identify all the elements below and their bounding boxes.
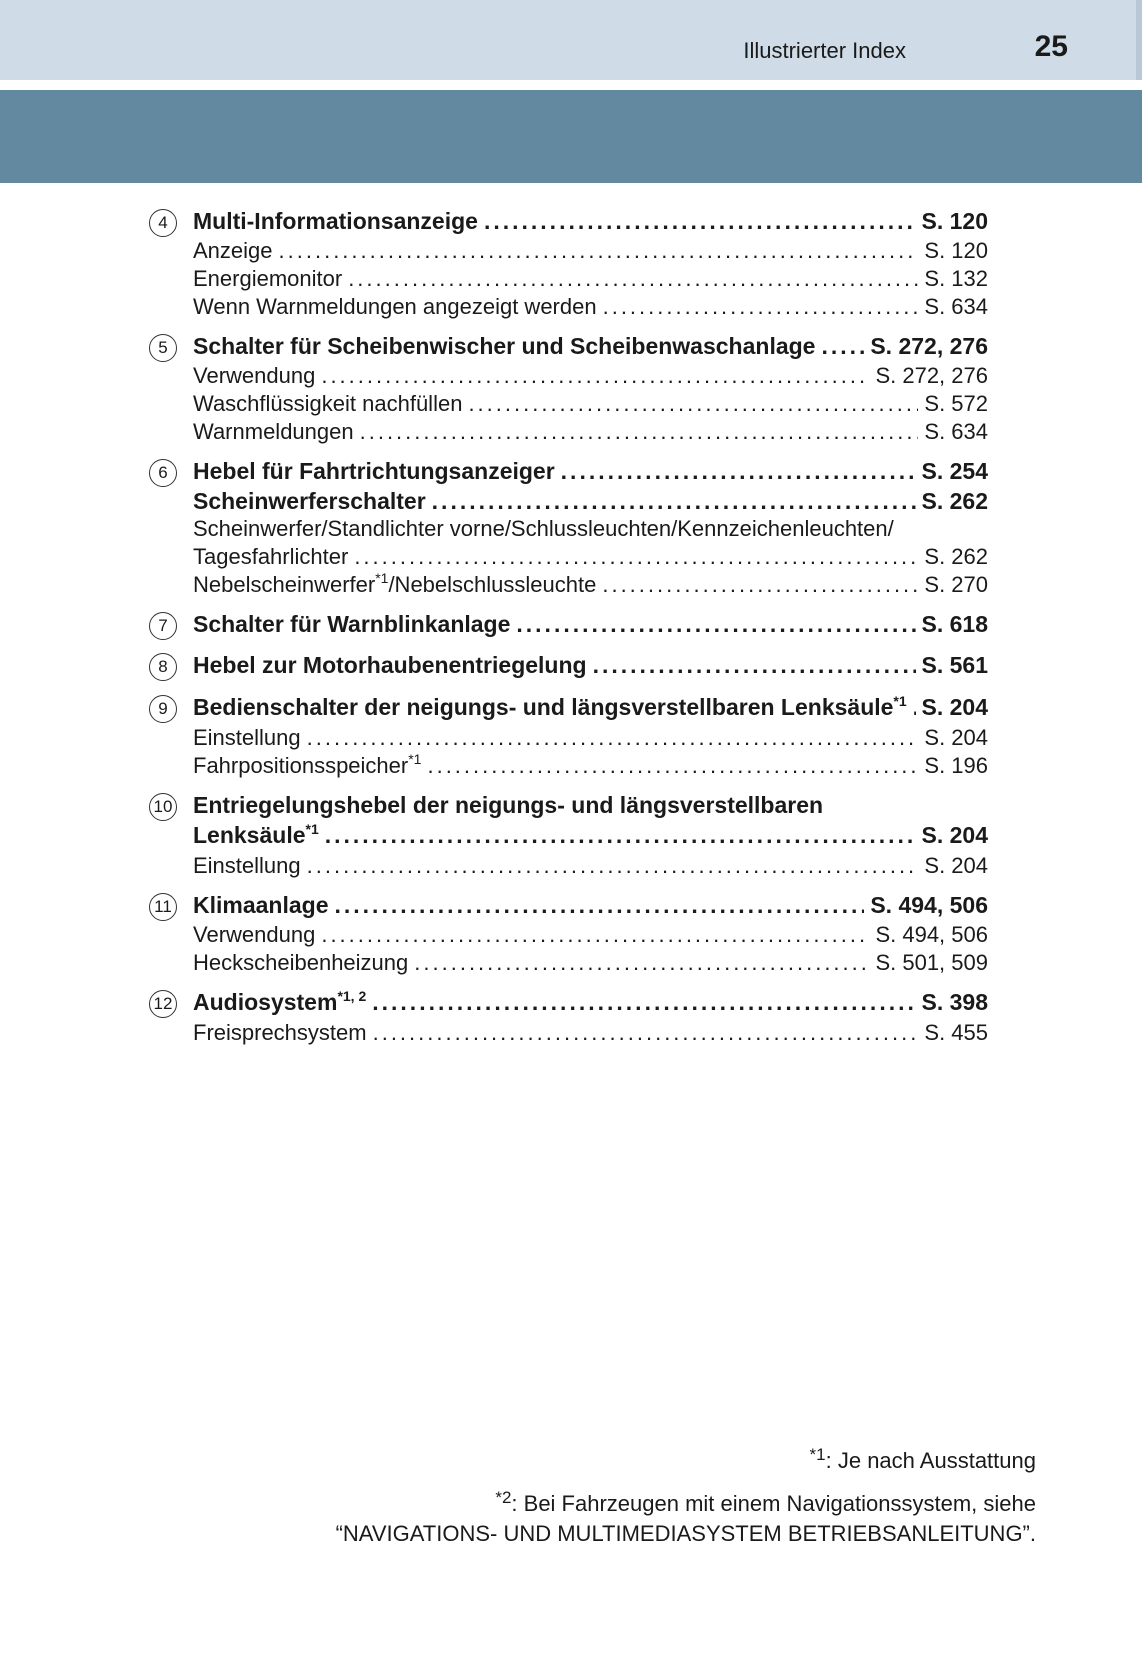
entry-label <box>193 752 421 780</box>
entry-label: Verwendung <box>193 922 316 947</box>
entry-label: Freisprechsystem <box>193 1020 367 1045</box>
entry-label <box>193 571 596 599</box>
leader-dots <box>335 891 865 919</box>
page-ref: S. 494, 506 <box>870 892 988 918</box>
page-ref: S. 572 <box>924 391 988 416</box>
footnote-ref: *1 <box>408 751 422 767</box>
entry-label: Einstellung <box>193 725 301 750</box>
entry-label-text: Lenksäule <box>193 822 306 848</box>
footnote-ref: *1, 2 <box>337 988 367 1004</box>
entry-label: Hebel für Fahrtrichtungsanzeiger <box>193 458 555 484</box>
leader-dots <box>348 265 918 293</box>
entry-label: Warnmeldungen <box>193 419 354 444</box>
index-entry[interactable] <box>193 693 988 721</box>
entry-label-line1: Scheinwerfer/Standlichter vorne/Schlussleuchten/Kennzeichenleuchten/ <box>193 516 894 541</box>
footnote-ref: *1 <box>375 570 389 586</box>
callout-number: 9 <box>149 695 177 723</box>
page-ref: S. 634 <box>924 294 988 319</box>
leader-dots <box>593 651 916 679</box>
page-ref: S. 494, 506 <box>875 922 988 947</box>
footnote-mark: *1 <box>809 1445 826 1464</box>
callout-number: 4 <box>149 209 177 237</box>
entry-label: Scheinwerferschalter <box>193 488 426 514</box>
entry-label-text: Nebelscheinwerfer <box>193 572 376 597</box>
callout-number: 11 <box>149 893 177 921</box>
leader-dots <box>427 752 918 780</box>
index-subentry-line <box>193 515 988 543</box>
leader-dots <box>603 293 919 321</box>
page-ref: S. 204 <box>921 694 988 720</box>
header-top-bar <box>0 0 1142 80</box>
index-subentry[interactable] <box>193 543 988 571</box>
leader-dots <box>468 390 918 418</box>
index-entry[interactable] <box>193 207 988 235</box>
index-entry[interactable] <box>193 651 988 679</box>
leader-dots <box>372 988 915 1016</box>
index-entry-line <box>193 791 988 819</box>
header-band <box>0 90 1142 183</box>
page-ref: S. 132 <box>924 266 988 291</box>
index-entry[interactable] <box>193 988 988 1016</box>
leader-dots <box>321 362 869 390</box>
entry-label: Verwendung <box>193 363 316 388</box>
footnote-text: “NAVIGATIONS- UND MULTIMEDIASYSTEM BETRIEBSANLEITUNG”. <box>335 1521 1036 1546</box>
entry-label: Einstellung <box>193 853 301 878</box>
footnote-ref: *1 <box>305 821 319 837</box>
entry-label-line1: Entriegelungshebel der neigungs- und längsverstellbaren <box>193 792 824 818</box>
leader-dots <box>360 418 919 446</box>
leader-dots <box>516 610 915 638</box>
entry-label <box>193 693 907 721</box>
index-subentry[interactable] <box>193 390 988 418</box>
callout-number: 12 <box>149 990 177 1018</box>
index-entry[interactable] <box>193 487 988 515</box>
callout-number: 7 <box>149 612 177 640</box>
page-ref: S. 272, 276 <box>875 363 988 388</box>
entry-label: Klimaanlage <box>193 892 329 918</box>
index-subentry[interactable] <box>193 265 988 293</box>
page-ref: S. 272, 276 <box>870 333 988 359</box>
footnote-text: : Bei Fahrzeugen mit einem Navigationssystem, siehe <box>511 1491 1036 1516</box>
page-ref: S. 204 <box>924 853 988 878</box>
entry-label: Energiemonitor <box>193 266 343 291</box>
index-subentry[interactable] <box>193 949 988 977</box>
page-ref: S. 196 <box>924 753 988 778</box>
leader-dots <box>325 821 916 849</box>
callout-number: 10 <box>149 793 177 821</box>
leader-dots <box>414 949 869 977</box>
footnote-2 <box>495 1488 1036 1517</box>
page-ref: S. 501, 509 <box>875 950 988 975</box>
entry-label: Waschflüssigkeit nachfüllen <box>193 391 463 416</box>
page-ref: S. 270 <box>924 572 988 597</box>
entry-label-suffix: /Nebelschlussleuchte <box>388 572 597 597</box>
footnote-mark: *2 <box>495 1488 512 1507</box>
entry-label: Anzeige <box>193 238 273 263</box>
index-subentry[interactable] <box>193 752 988 780</box>
leader-dots <box>561 457 916 485</box>
leader-dots <box>279 237 919 265</box>
footnote-2-line2 <box>336 1521 1036 1547</box>
entry-label: Wenn Warnmeldungen angezeigt werden <box>193 294 597 319</box>
footnote-text: : Je nach Ausstattung <box>825 1448 1036 1473</box>
leader-dots <box>321 921 869 949</box>
page-number: 25 <box>1034 30 1068 63</box>
callout-number: 6 <box>149 459 177 487</box>
entry-label: Schalter für Warnblinkanlage <box>193 611 511 637</box>
page-ref: S. 634 <box>924 419 988 444</box>
page-ref: S. 120 <box>921 208 988 234</box>
footnote-1 <box>809 1445 1036 1474</box>
leader-dots <box>432 487 916 515</box>
index-entry[interactable] <box>193 891 988 919</box>
entry-label: Heckscheibenheizung <box>193 950 409 975</box>
leader-dots <box>821 332 864 360</box>
entry-label: Hebel zur Motorhaubenentriegelung <box>193 652 587 678</box>
index-subentry[interactable] <box>193 724 988 752</box>
entry-label-text: Audiosystem <box>193 989 338 1015</box>
index-subentry[interactable] <box>193 293 988 321</box>
page-ref: S. 262 <box>921 488 988 514</box>
leader-dots <box>484 207 916 235</box>
index-entry[interactable] <box>193 610 988 638</box>
entry-label: Multi-Informationsanzeige <box>193 208 478 234</box>
index-subentry[interactable] <box>193 418 988 446</box>
leader-dots <box>913 693 916 721</box>
entry-label: Schalter für Scheibenwischer und Scheibenwaschanlage <box>193 333 816 359</box>
entry-label-text: Fahrpositionsspeicher <box>193 753 409 778</box>
leader-dots <box>602 571 918 599</box>
index-subentry[interactable] <box>193 237 988 265</box>
page-ref: S. 204 <box>921 822 988 848</box>
index-subentry[interactable] <box>193 362 988 390</box>
index-entry[interactable] <box>193 457 988 485</box>
page-ref: S. 204 <box>924 725 988 750</box>
index-subentry[interactable] <box>193 571 988 599</box>
callout-number: 8 <box>149 653 177 681</box>
page-ref: S. 254 <box>921 458 988 484</box>
page-ref: S. 262 <box>924 544 988 569</box>
entry-label <box>193 821 319 849</box>
page-ref: S. 618 <box>921 611 988 637</box>
page-ref: S. 455 <box>924 1020 988 1045</box>
index-subentry[interactable] <box>193 852 988 880</box>
page-ref: S. 120 <box>924 238 988 263</box>
index-entry[interactable] <box>193 332 988 360</box>
entry-label: Tagesfahrlichter <box>193 544 349 569</box>
footnote-ref: *1 <box>893 693 907 709</box>
index-subentry[interactable] <box>193 1019 988 1047</box>
section-title: Illustrierter Index <box>743 38 906 63</box>
page-ref: S. 561 <box>921 652 988 678</box>
index-subentry[interactable] <box>193 921 988 949</box>
callout-number: 5 <box>149 334 177 362</box>
leader-dots <box>354 543 918 571</box>
page-ref: S. 398 <box>921 989 988 1015</box>
leader-dots <box>307 724 919 752</box>
leader-dots <box>307 852 919 880</box>
index-entry[interactable] <box>193 821 988 849</box>
entry-label <box>193 988 366 1016</box>
entry-label-text: Bedienschalter der neigungs- und längsverstellbaren Lenksäule <box>193 694 894 720</box>
leader-dots <box>373 1019 919 1047</box>
